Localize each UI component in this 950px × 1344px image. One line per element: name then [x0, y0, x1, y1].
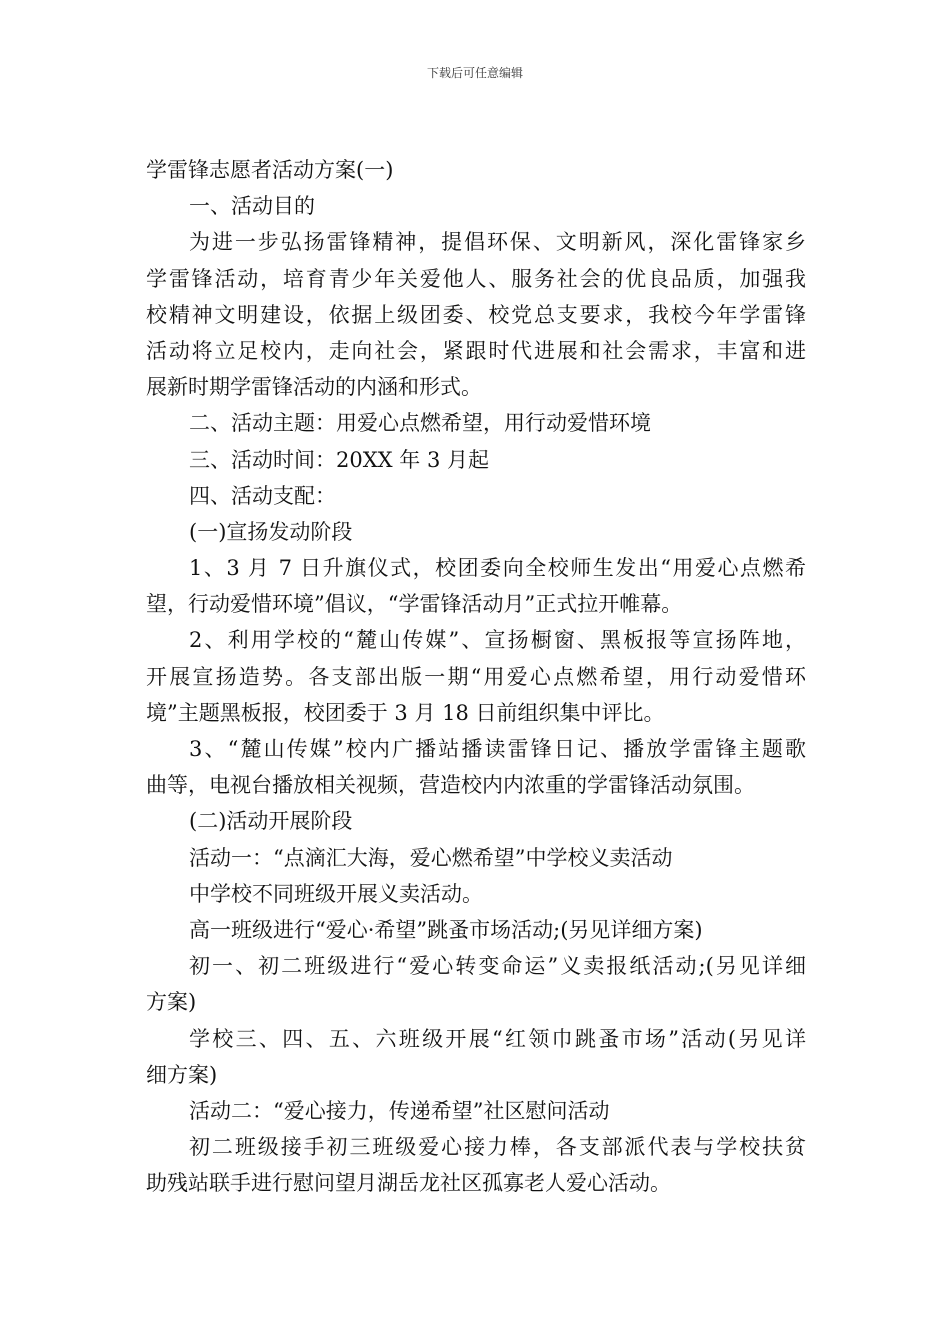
text-line: 中学校不同班级开展义卖活动。: [189, 881, 483, 906]
text-line: 初一、初二班级进行“爱心转变命运”义卖报纸活动;(另见详细: [189, 954, 806, 979]
text-line: 助残站联手进行慰问望月湖岳龙社区孤寡老人爱心活动。: [146, 1171, 671, 1196]
text-line: 初二班级接手初三班级爱心接力棒，各支部派代表与学校扶贫: [189, 1135, 806, 1160]
document-body: [146, 152, 806, 1201]
text-line: 开展宣扬造势。各支部出版一期“用爱心点燃希望，用行动爱惜环: [146, 664, 806, 689]
text-line: 曲等，电视台播放相关视频，营造校内内浓重的学雷锋活动氛围。: [146, 773, 755, 798]
text-line: 望，行动爱惜环境”倡议，“学雷锋活动月”正式拉开帷幕。: [146, 592, 683, 617]
text-line: 活动将立足校内，走向社会，紧跟时代进展和社会需求，丰富和进: [146, 338, 806, 363]
text-line: 学雷锋志愿者活动方案(一): [146, 158, 394, 182]
text-line: 学雷锋活动，培育青少年关爱他人、服务社会的优良品质，加强我: [146, 266, 806, 291]
text-line: 3、“麓山传媒”校内广播站播读雷锋日记、播放学雷锋主题歌: [189, 737, 806, 761]
text-line: 为进一步弘扬雷锋精神，提倡环保、文明新风，深化雷锋家乡: [189, 230, 806, 255]
text-line: 细方案): [146, 1062, 218, 1087]
text-line: 展新时期学雷锋活动的内涵和形式。: [146, 375, 482, 400]
text-line: 校精神文明建设，依据上级团委、校党总支要求，我校今年学雷锋: [146, 302, 806, 327]
text-line: 方案): [146, 990, 197, 1015]
text-line: 学校三、四、五、六班级开展“红领巾跳蚤市场”活动(另见详: [189, 1026, 806, 1051]
page-header: 下载后可任意编辑: [426, 66, 523, 80]
text-line: 高一班级进行“爱心·希望”跳蚤市场活动;(另见详细方案): [189, 917, 703, 942]
text-line: 1、3 月 7 日升旗仪式，校团委向全校师生发出“用爱心点燃希: [189, 556, 806, 581]
text-line: 四、活动支配：: [189, 483, 336, 508]
text-line: 一、活动目的: [189, 194, 315, 219]
text-line: 活动二：“爱心接力，传递希望”社区慰问活动: [189, 1098, 610, 1123]
text-line: 三、活动时间：20XX 年 3 月起: [189, 447, 490, 472]
text-line: 境”主题黑板报，校团委于 3 月 18 日前组织集中评比。: [146, 700, 665, 725]
text-line: (二)活动开展阶段: [189, 809, 353, 834]
text-line: (一)宣扬发动阶段: [189, 519, 353, 544]
text-line: 2、利用学校的“麓山传媒”、宣扬橱窗、黑板报等宣扬阵地，: [189, 628, 806, 653]
text-line: 二、活动主题：用爱心点燃希望，用行动爱惜环境: [189, 411, 651, 436]
text-line: 活动一：“点滴汇大海，爱心燃希望”中学校义卖活动: [189, 845, 673, 870]
